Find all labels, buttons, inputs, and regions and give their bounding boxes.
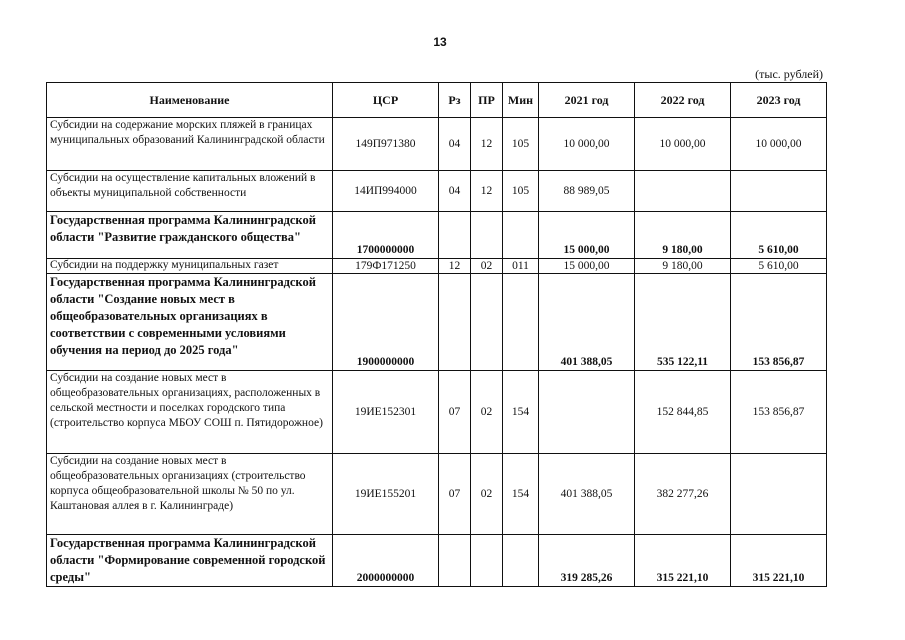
table-row bbox=[47, 454, 827, 535]
row-csr: 19ИЕ155201 bbox=[333, 454, 439, 535]
row-name: Субсидии на содержание морских пляжей в границах муниципальных образований Калининградской области bbox=[47, 118, 333, 171]
program-row bbox=[47, 274, 827, 371]
program-min bbox=[503, 212, 539, 259]
row-min: 011 bbox=[503, 259, 539, 274]
row-2023: 5 610,00 bbox=[731, 259, 827, 274]
program-name: Государственная программа Калининградской области "Формирование современной городской среды" bbox=[47, 535, 333, 587]
row-2023: 10 000,00 bbox=[731, 118, 827, 171]
program-2021: 319 285,26 bbox=[539, 535, 635, 587]
header-pr: ПР bbox=[471, 83, 503, 118]
row-pr: 02 bbox=[471, 371, 503, 454]
program-min bbox=[503, 274, 539, 371]
header-rz: Рз bbox=[439, 83, 471, 118]
row-rz: 07 bbox=[439, 371, 471, 454]
header-2023: 2023 год bbox=[731, 83, 827, 118]
program-row bbox=[47, 212, 827, 259]
row-2021: 15 000,00 bbox=[539, 259, 635, 274]
program-name: Государственная программа Калининградской области "Развитие гражданского общества" bbox=[47, 212, 333, 259]
budget-table bbox=[46, 82, 827, 587]
program-2023: 315 221,10 bbox=[731, 535, 827, 587]
row-name: Субсидии на поддержку муниципальных газет bbox=[47, 259, 333, 274]
row-min: 105 bbox=[503, 118, 539, 171]
row-rz: 04 bbox=[439, 118, 471, 171]
program-2022: 315 221,10 bbox=[635, 535, 731, 587]
program-2023: 153 856,87 bbox=[731, 274, 827, 371]
table-row bbox=[47, 371, 827, 454]
program-csr: 2000000000 bbox=[333, 535, 439, 587]
row-2021: 10 000,00 bbox=[539, 118, 635, 171]
program-rz bbox=[439, 212, 471, 259]
row-2021 bbox=[539, 371, 635, 454]
row-name: Субсидии на создание новых мест в общеобразовательных организациях, расположенных в сельской местности и поселках городского типа (строительство корпуса МБОУ СОШ п. Пятидорожное) bbox=[47, 371, 333, 454]
program-2023: 5 610,00 bbox=[731, 212, 827, 259]
program-rz bbox=[439, 535, 471, 587]
row-2023 bbox=[731, 454, 827, 535]
row-name: Субсидии на создание новых мест в общеобразовательных организациях (строительство корпуса общеобразовательной школы № 50 по ул. Каштановая аллея в г. Калининграде) bbox=[47, 454, 333, 535]
row-pr: 02 bbox=[471, 454, 503, 535]
program-2021: 401 388,05 bbox=[539, 274, 635, 371]
program-min bbox=[503, 535, 539, 587]
row-min: 105 bbox=[503, 171, 539, 212]
program-pr bbox=[471, 535, 503, 587]
row-2022: 10 000,00 bbox=[635, 118, 731, 171]
row-rz: 12 bbox=[439, 259, 471, 274]
row-pr: 12 bbox=[471, 171, 503, 212]
program-csr: 1700000000 bbox=[333, 212, 439, 259]
table-header-row bbox=[47, 83, 827, 118]
row-min: 154 bbox=[503, 371, 539, 454]
program-pr bbox=[471, 274, 503, 371]
program-rz bbox=[439, 274, 471, 371]
row-2023 bbox=[731, 171, 827, 212]
row-rz: 04 bbox=[439, 171, 471, 212]
row-2021: 88 989,05 bbox=[539, 171, 635, 212]
header-min: Мин bbox=[503, 83, 539, 118]
row-2021: 401 388,05 bbox=[539, 454, 635, 535]
row-2022: 382 277,26 bbox=[635, 454, 731, 535]
row-2022 bbox=[635, 171, 731, 212]
row-pr: 12 bbox=[471, 118, 503, 171]
header-name: Наименование bbox=[47, 83, 333, 118]
row-csr: 14ИП994000 bbox=[333, 171, 439, 212]
row-csr: 179Ф171250 bbox=[333, 259, 439, 274]
table-row bbox=[47, 171, 827, 212]
row-2022: 152 844,85 bbox=[635, 371, 731, 454]
table-row bbox=[47, 118, 827, 171]
program-csr: 1900000000 bbox=[333, 274, 439, 371]
program-2021: 15 000,00 bbox=[539, 212, 635, 259]
program-name: Государственная программа Калининградской области "Создание новых мест в общеобразовательных организациях в соответствии с современными условиями обучения на период до 2025 года" bbox=[47, 274, 333, 371]
units-label: (тыс. рублей) bbox=[755, 67, 823, 81]
header-2022: 2022 год bbox=[635, 83, 731, 118]
program-pr bbox=[471, 212, 503, 259]
header-csr: ЦСР bbox=[333, 83, 439, 118]
header-2021: 2021 год bbox=[539, 83, 635, 118]
row-2022: 9 180,00 bbox=[635, 259, 731, 274]
row-min: 154 bbox=[503, 454, 539, 535]
page-number: 13 bbox=[433, 35, 447, 49]
row-rz: 07 bbox=[439, 454, 471, 535]
program-row bbox=[47, 535, 827, 587]
row-name: Субсидии на осуществление капитальных вложений в объекты муниципальной собственности bbox=[47, 171, 333, 212]
program-2022: 535 122,11 bbox=[635, 274, 731, 371]
table-row bbox=[47, 259, 827, 274]
row-pr: 02 bbox=[471, 259, 503, 274]
row-2023: 153 856,87 bbox=[731, 371, 827, 454]
row-csr: 19ИЕ152301 bbox=[333, 371, 439, 454]
row-csr: 149П971380 bbox=[333, 118, 439, 171]
program-2022: 9 180,00 bbox=[635, 212, 731, 259]
